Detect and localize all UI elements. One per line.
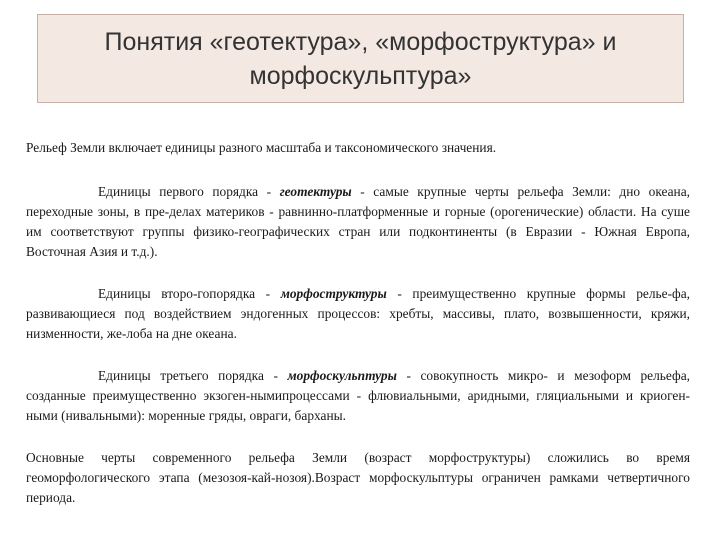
morphostructure-text: - преимущественно крупные формы релье-фа, развивающиеся под воздействием эндогенных процессов: хребты, массивы, плато, возвышенности, кряжи, низменности, же-лоба на дне океана.	[26, 286, 691, 341]
geotecture-text: - самые крупные черты рельефа Земли: дно океана, переходные зоны, в пре-делах материков - равнинно-платформенные и горные (орогенические) области. На суше им соответствуют группы физико-географических стран или подконтиненты (в Евразии - Южная Европа, Восточная Азия и т.д.).	[26, 184, 690, 259]
geotecture-lead: Единицы первого порядка -	[98, 184, 280, 199]
geotecture-term: геотектуры	[279, 184, 352, 199]
morphosculpture-paragraph	[26, 366, 690, 426]
morphosculpture-lead: Единицы третьего порядка -	[98, 368, 288, 383]
geotecture-paragraph	[26, 182, 690, 262]
slide-title: Понятия «геотектура», «морфоструктура» и морфоскульптура»	[104, 27, 617, 90]
morphosculpture-term: морфоскульптуры	[287, 368, 397, 383]
slide-body	[26, 138, 690, 508]
morphostructure-term: морфоструктуры	[280, 286, 387, 301]
morphostructure-paragraph	[26, 284, 690, 344]
intro-paragraph: Рельеф Земли включает единицы разного масштаба и таксономического значения.	[26, 140, 497, 155]
conclusion-paragraph: Основные черты современного рельефа Земли (возраст морфоструктуры) сложились во время геоморфологического этапа (мезозоя-кай-нозоя).Возраст морфоскульптуры ограничен рамками четвертичного периода.	[26, 450, 690, 505]
morphosculpture-text: - совокупность микро- и мезоформ рельефа, созданные преимущественно экзоген-нымипроцессами - флювиальными, аридными, гляциальными и криоген-ными (нивальными): моренные гряды, овраги, барханы.	[26, 368, 690, 423]
morphostructure-lead: Единицы второ-гопорядка -	[98, 286, 281, 301]
title-box	[37, 14, 684, 103]
